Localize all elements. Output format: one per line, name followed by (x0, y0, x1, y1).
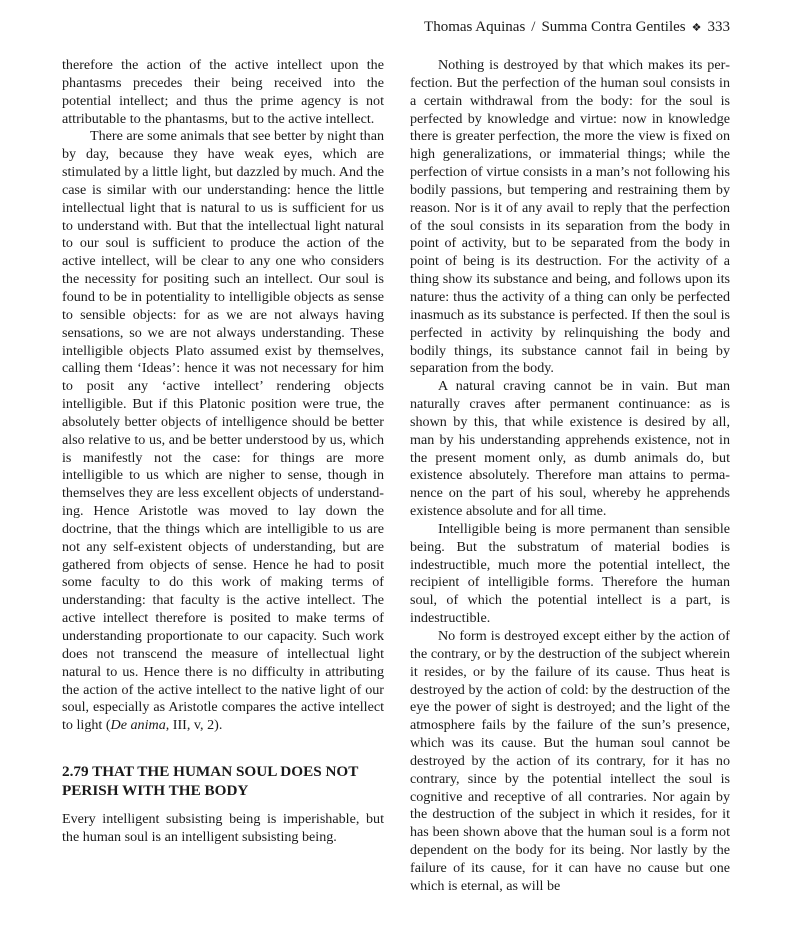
right-paragraph-1: Nothing is destroyed by that which makes its perfection. But the perfection of the human soul consists in a certain withdrawal from the body: for the soul is perfected by knowledge and virtue: now in knowledge there is greater perfection, the more the view is fixed on high generalizations, or immaterial things; while the perfection of virtue consists in a man’s not following his bodily passions, but tempering and restraining them by reason. Nor is it of any avail to reply that the perfection of the soul consists in its separation from the body in point of activity, but to be separated from the body in point of being is its destruction. For the activity of a thing show its substance and being, and follows upon its nature: thus the activity of a thing can only be perfected inasmuch as its substance is perfected. If then the soul is perfected in activity by relinquishing the body and bodily things, its substance cannot fail in being by separation from the body. (410, 57, 730, 377)
left-column (62, 57, 384, 847)
page-number: 333 (707, 19, 730, 35)
left-paragraph-3: Every intelligent subsisting being is imperishable, but the human soul is an intelligent subsisting being. (62, 811, 384, 845)
right-paragraph-3: Intelligible being is more permanent than sensible being. But the substratum of material bodies is indestructible, much more the potential intellect, the recipient of intelligible forms. Therefore the human soul, of which the potential intellect is a part, is indestructible. (410, 520, 730, 627)
left-paragraph-2-text: There are some animals that see better by night than by day, because they have weak eyes, which are stimulated by a little light, but dazzled by much. And the case is similar with our understanding: hence the little intellectual light that is natural to us is sufficient for us to understand with. But that the intellectual light natural to our soul is sufficient to produce the action of the active intellect, will be clear to any one who considers the necessity for positing such an intellect. Our soul is found to be in potentiality to intelligible objects as sense to sensible objects: for as we are not always having sensations, so we are not always understanding. These intelligible objects Plato assumed exist by themselves, calling them ‘Ideas’: hence it was not necessary for him to posit any ‘active intellect’ rendering objects intelligible. But if this Platonic position were true, the absolutely better objects of intelligence should be better also relative to us, and be better understood by us, which is manifestly not the case: for things are more intelligible to us which are nigher to sense, though in themselves they are less excellent objects of understanding. Hence Aristotle was moved to lay down the doctrine, that the things which are intelligible to us are not any self-existent objects of understanding, but are gathered from objects of sense. Hence he had to posit some faculty to do this work of making terms of understanding: that faculty is the active intellect. The active intellect therefore is posited to make terms of understanding proportionate to our capacity. Such work does not transcend the measure of intellectual light natural to us. Hence there is no difficulty in attributing the action of the active intellect to the native light of our soul, especially as Aristotle compares the active intellect to light ( (62, 128, 384, 734)
running-head-separator: / (531, 19, 536, 35)
citation-reference: , III, v, 2). (165, 717, 223, 734)
right-paragraph-4: No form is destroyed except either by the action of the contrary, or by the destruction of the subject wherein it resides, or by the failure of its cause. Thus heat is destroyed by the action of cold: by the destruction of the eye the power of sight is destroyed; and the light of the atmosphere fails by the failure of the sun’s presence, which was its cause. But the human soul cannot be destroyed by the action of its contrary, for it has no contrary, since by the potential intellect the soul is cognitive and receptive of all contraries. Nor again by the destruction of the subject in which it resides, for it has been shown above that the human soul is a form not dependent on the body for its being. Nor lastly by the failure of its cause, for it can have no cause but one which is eternal, as will be (410, 628, 730, 894)
left-paragraph-1: therefore the action of the active intellect upon the phantasms precedes their being received into the potential intellect; and thus the prime agency is not attributable to the phantasms, but to the active intellect. (62, 57, 384, 127)
section-heading: 2.79 THAT THE HUMAN SOUL DOES NOT PERISH WITH THE BODY (62, 763, 359, 800)
left-paragraph-2 (62, 128, 384, 735)
ornament-icon: ❖ (691, 22, 702, 34)
citation-title: De anima (110, 717, 166, 734)
running-head (408, 18, 730, 37)
running-head-work-title: Summa Contra Gentiles (541, 19, 686, 35)
right-column (410, 57, 730, 896)
running-head-author: Thomas Aquinas (424, 19, 526, 35)
right-paragraph-2: A natural craving cannot be in vain. But man naturally craves after permanent continuance: as is shown by this, that while existence is desired by all, man by his understanding apprehends existence, not in the present moment only, as dumb animals do, but existence absolutely. Therefore man attains to permanence on the part of his soul, whereby he apprehends existence absolute and for all time. (410, 378, 730, 520)
